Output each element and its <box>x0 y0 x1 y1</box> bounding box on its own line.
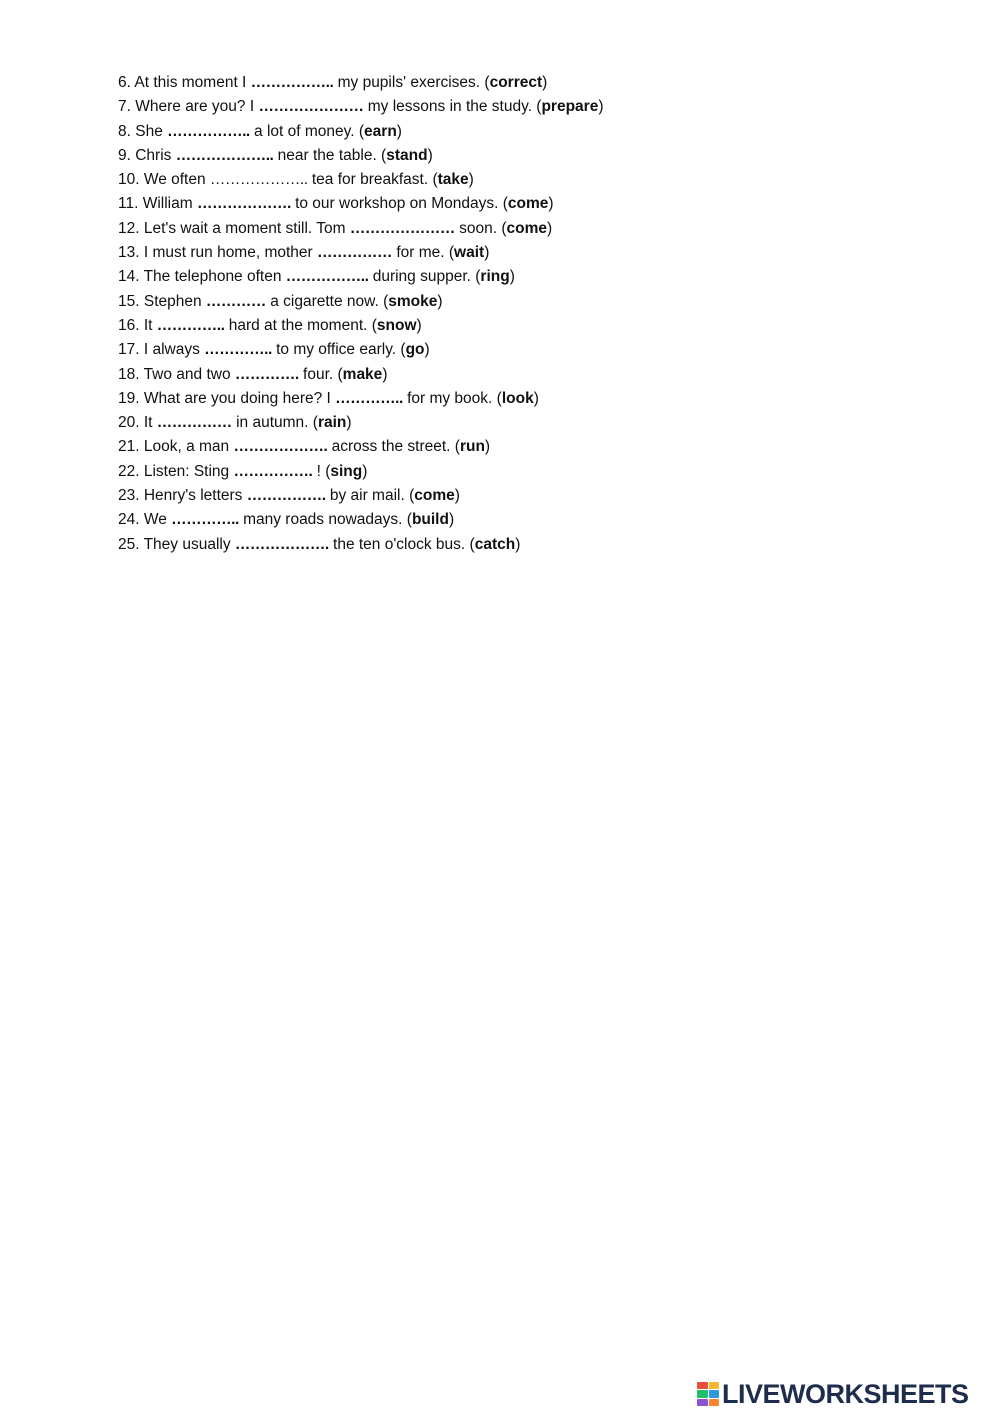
answer-blank[interactable]: …………….. <box>285 268 369 286</box>
exercise-text-after: hard at the moment. ( <box>224 316 377 334</box>
logo-square <box>697 1390 708 1397</box>
exercise-text-before: 19. What are you doing here? I <box>118 389 336 407</box>
exercise-text-after: for me. ( <box>392 244 455 262</box>
exercise-text-before: 22. Listen: Sting <box>118 462 234 480</box>
exercise-line <box>118 314 878 338</box>
exercise-line <box>118 120 878 144</box>
verb-hint: wait <box>454 244 485 262</box>
closing-paren: ) <box>427 146 433 164</box>
closing-paren: ) <box>424 341 430 359</box>
verb-hint: take <box>437 171 469 189</box>
exercise-line <box>118 460 878 484</box>
closing-paren: ) <box>437 292 443 310</box>
answer-blank[interactable]: …………… <box>317 244 393 262</box>
exercise-line <box>118 435 878 459</box>
exercise-text-after: ! ( <box>312 462 331 480</box>
exercise-text-after: soon. ( <box>454 219 507 237</box>
exercise-text-after: to our workshop on Mondays. ( <box>290 195 508 213</box>
verb-hint: snow <box>376 316 417 334</box>
answer-blank[interactable]: ………….. <box>156 316 225 334</box>
closing-paren: ) <box>448 511 455 529</box>
brand-name: LIVEWORKSHEETS <box>722 1379 969 1409</box>
exercise-line <box>118 192 878 216</box>
verb-hint: come <box>507 195 549 213</box>
closing-paren: ) <box>362 462 368 480</box>
exercise-text-before: 17. I always <box>118 341 205 359</box>
answer-blank[interactable]: …………. <box>234 365 299 383</box>
closing-paren: ) <box>547 219 553 237</box>
liveworksheets-brand <box>697 1378 969 1410</box>
liveworksheets-logo-icon <box>697 1382 719 1406</box>
verb-hint: earn <box>364 122 397 140</box>
answer-blank[interactable]: ………… <box>205 292 266 310</box>
exercise-text-after: in autumn. ( <box>231 414 318 432</box>
exercise-text-before: 16. It <box>118 316 157 334</box>
answer-blank[interactable]: ………….. <box>171 511 239 529</box>
closing-paren: ) <box>533 389 539 407</box>
exercise-text-before: 7. Where are you? I <box>118 98 259 116</box>
answer-blank[interactable]: ……………. <box>233 462 313 480</box>
closing-paren: ) <box>396 122 402 140</box>
exercise-text-after: four. ( <box>298 365 343 383</box>
exercise-line <box>118 144 878 168</box>
answer-blank[interactable]: ………………… <box>258 98 364 116</box>
verb-hint: smoke <box>388 292 438 310</box>
exercise-text-before: 13. I must run home, mother <box>118 244 318 262</box>
closing-paren: ) <box>416 316 422 334</box>
exercise-text-after: the ten o'clock bus. ( <box>328 535 475 553</box>
verb-hint: stand <box>386 146 428 164</box>
exercise-line <box>118 533 878 557</box>
exercise-text-before: 8. She <box>118 122 168 140</box>
exercise-line <box>118 363 878 387</box>
exercise-text-before: 12. Let's wait a moment still. Tom <box>118 219 350 237</box>
exercise-line <box>118 387 878 411</box>
exercise-text-before: 20. It <box>118 414 157 432</box>
logo-square <box>709 1382 720 1389</box>
exercise-text-after: to my office early. ( <box>271 341 406 359</box>
exercise-line <box>118 484 878 508</box>
exercise-text-after: near the table. ( <box>273 146 387 164</box>
verb-hint: look <box>501 389 534 407</box>
exercise-text-before: 23. Henry's letters <box>118 487 247 505</box>
exercise-text-before: 9. Chris <box>118 146 176 164</box>
exercise-text-after: my pupils' exercises. ( <box>333 74 490 91</box>
verb-hint: make <box>342 365 383 383</box>
answer-blank[interactable]: ………………. <box>233 438 328 456</box>
verb-hint: correct <box>489 74 543 91</box>
exercise-text-after: many roads nowadays. ( <box>238 511 412 529</box>
answer-blank[interactable]: ……………….. <box>175 146 274 164</box>
closing-paren: ) <box>515 535 521 553</box>
answer-blank[interactable]: ………………… <box>349 219 455 237</box>
exercise-text-before: 21. Look, a man <box>118 438 234 456</box>
exercise-text-before: 14. The telephone often <box>118 268 286 286</box>
exercise-line <box>118 168 878 192</box>
closing-paren: ) <box>484 438 491 456</box>
answer-blank[interactable]: ………………. <box>234 535 329 553</box>
answer-blank[interactable]: ………….. <box>204 341 272 359</box>
exercise-line <box>118 95 878 119</box>
exercise-text-after: my lessons in the study. ( <box>363 98 542 116</box>
verb-hint: build <box>411 511 449 529</box>
closing-paren: ) <box>548 195 554 213</box>
closing-paren: ) <box>484 244 490 262</box>
exercise-line <box>118 338 878 362</box>
logo-square <box>709 1390 720 1397</box>
verb-hint: sing <box>330 462 363 480</box>
closing-paren: ) <box>346 414 352 432</box>
exercise-text-before: 18. Two and two <box>118 365 235 383</box>
closing-paren: ) <box>454 487 460 505</box>
exercise-text-before: 6. At this moment I <box>118 74 251 91</box>
verb-hint: prepare <box>541 98 599 116</box>
exercise-line <box>118 265 878 289</box>
verb-hint: catch <box>474 535 516 553</box>
answer-blank[interactable]: ………….. <box>335 389 403 407</box>
exercise-line <box>118 71 878 95</box>
verb-hint: ring <box>480 268 510 286</box>
answer-blank[interactable]: ………………. <box>196 195 291 213</box>
answer-blank[interactable]: …………….. <box>167 122 250 140</box>
exercise-text-before: 10. We often <box>118 171 210 189</box>
exercise-line <box>118 411 878 435</box>
exercise-line <box>118 241 878 265</box>
exercise-text-before: 25. They usually <box>118 535 235 553</box>
exercise-text-after: by air mail. ( <box>325 487 415 505</box>
exercise-line <box>118 217 878 241</box>
closing-paren: ) <box>542 74 548 91</box>
logo-square <box>697 1382 708 1389</box>
logo-square <box>709 1399 720 1406</box>
exercise-text-after: a lot of money. ( <box>249 122 365 140</box>
exercise-text-before: 15. Stephen <box>118 292 206 310</box>
closing-paren: ) <box>509 268 515 286</box>
verb-hint: go <box>405 341 425 359</box>
exercise-list <box>118 71 878 557</box>
closing-paren: ) <box>382 365 388 383</box>
closing-paren: ) <box>468 171 474 189</box>
exercise-line <box>118 290 878 314</box>
answer-blank[interactable]: ……………. <box>246 487 326 505</box>
verb-hint: come <box>414 487 455 505</box>
exercise-text-after: across the street. ( <box>327 438 460 456</box>
exercise-text-after: a cigarette now. ( <box>265 292 389 310</box>
answer-blank[interactable]: ……………….. <box>209 171 308 189</box>
verb-hint: rain <box>317 414 347 432</box>
answer-blank[interactable]: …………….. <box>250 74 334 91</box>
verb-hint: come <box>506 219 548 237</box>
exercise-text-after: for my book. ( <box>402 389 502 407</box>
exercise-line <box>118 508 878 532</box>
logo-square <box>697 1399 708 1406</box>
closing-paren: ) <box>598 98 604 116</box>
answer-blank[interactable]: …………… <box>156 414 232 432</box>
verb-hint: run <box>459 438 485 456</box>
exercise-text-before: 11. William <box>118 195 197 213</box>
exercise-text-after: during supper. ( <box>368 268 481 286</box>
exercise-text-after: tea for breakfast. ( <box>307 171 438 189</box>
exercise-text-before: 24. We <box>118 511 172 529</box>
